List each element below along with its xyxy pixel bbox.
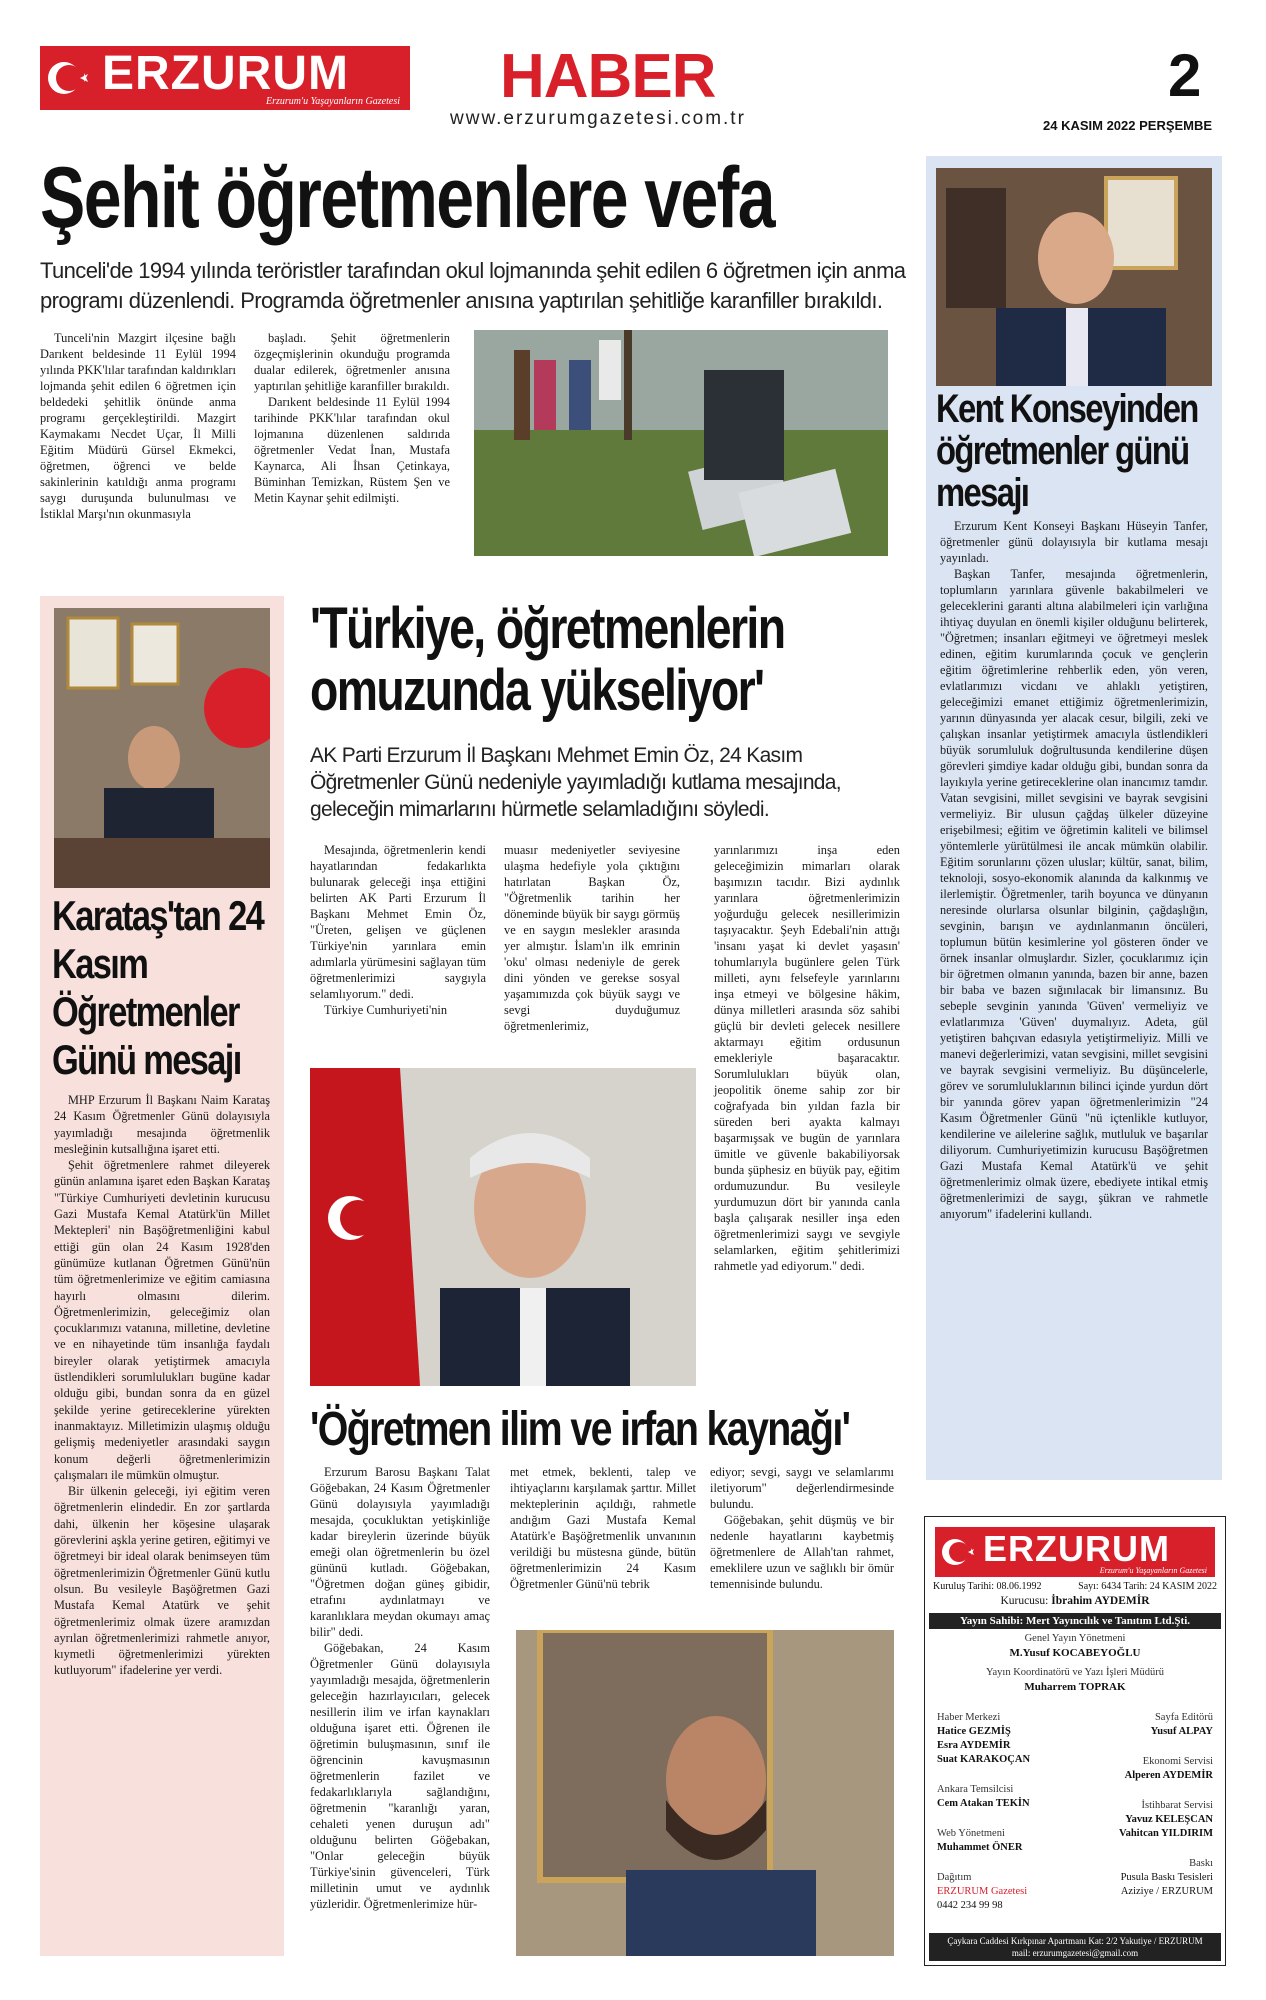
gogebakan-col3 [710,1464,894,1592]
imprint-coord-label: Yayın Koordinatörü ve Yazı İşleri Müdürü [985,1667,1164,1678]
imprint-coord: Muharrem TOPRAK [1024,1681,1126,1693]
imprint-flag-icon [939,1533,979,1571]
gogebakan-col1-para2: Göğebakan, 24 Kasım Öğretmenler Günü dolayısıyla yayımladığı mesajda, öğretmenlerin geleceğin hazırlayıcıları, gelecek nesillerin ilim ve irfan kaynakları olduğuna işaret etti. Öğrenen ile öğretimin buluşmasının, sınıf ile öğrencinin kavuşmasının öğretmenlerin fazilet ve fedakarlıklarıyla sağlandığını, öğretmenin "karanlığı yaran, cehaleti yenen duruşun adı" olduğunu belirten Göğebakan, "Onlar geleceğin büyük Türkiye'sinin güvenceleri, Türk milletinin umut ve aydınlık yüzleridir. Öğretmenlerimize hür- [310,1641,490,1911]
imprint-box [924,1516,1226,1966]
karatas-para-2: Şehit öğretmenlere rahmet dileyerek günün anlamına işaret eden Başkan Karataş "Türkiye Cumhuriyeti devletinin kurucusu Gazi Mustafa Kemal Atatürk'ün Millet Mektepleri' nin Başöğretmenliğini kabul ettiği gün olan 24 Kasım 1928'den günümüze kutlanan Öğretmen Günü'nün tüm öğretmenlerimize ve eğitim camiasına hayırlı olmasını dilerim. Öğretmenlerimizin, geleceğimiz olan çocuklarımızı vatanına, milletine, devletine ve en nihayetinde tüm insanlığa faydalı bireyler olarak yetiştirmek amacıyla üstlendikleri sorumlulukları bugüne kadar olduğu gibi, bundan sonra da en güzel şekilde yerine getireceklerine yürekten inanmaktayız. Milletimizin ulaşmış olduğu gelişmiş medeniyetler arasındaki saygın konum değerli öğretmenlerimizin çalışmaları ile mümkün olmuştur. [54,1158,270,1482]
story1-col2-para1: başladı. Şehit öğretmenlerin özgeçmişlerinin okunduğu programda dualar edilerek, öğretmenler anısına yaptırılan şehitliğe karanfiller bırakıldı. [254,331,450,393]
karatas-headline: Karataş'tan 24 Kasım Öğretmenler Günü mesajı [52,892,264,1083]
gogebakan-col2 [510,1464,696,1592]
gogebakan-col1-para1: Erzurum Barosu Başkanı Talat Göğebakan, 24 Kasım Öğretmenler Günü dolayısıyla yayımladığı mesajda, çocukluktan yetişkinliğe kadar bireylerin üzerinde büyük emeği olan öğretmenlerin bu özel gününü kutladı. Göğebakan, "Öğretmen doğan güneş gibidir, etrafını aydınlatmayı ve karanlıklara meydan okumayı amaç bilir" dedi. [310,1465,490,1639]
imprint-right-column [1075,1711,1213,1899]
tanfer-photo [936,168,1212,386]
imprint-logo-word: ERZURUM [983,1528,1170,1569]
story1-col1-text: Tunceli'nin Mazgirt ilçesine bağlı Darıkent beldesinde 11 Eylül 1994 yılında PKK'lılar tarafından kaldırıkları lojmanda şehit edilen 6 öğretmen için beldedeki şehitlik önünde anma programı gerçekleştirildi. Mazgirt Kaymakamı Necdet Uçar, İl Milli Eğitim Müdürü Gürsel Ekmekci, öğretmen, öğrenci ve belde sakinlerinin katıldığı anma programı saygı duruşunda bulunulması ve İstiklal Marşı'nın okunmasıyla [40,331,236,521]
imprint-founded: Kuruluş Tarihi: 08.06.1992 [933,1581,1042,1592]
imprint-left-name: Hatice GEZMİŞ [937,1726,1011,1737]
imprint-right-name: Alperen AYDEMİR [1124,1770,1213,1781]
oz-photo [310,1068,696,1386]
page-number: 2 [1168,42,1202,109]
kent-para-1: Erzurum Kent Konseyi Başkanı Hüseyin Tanfer, öğretmenler günü dolayısıyla bir kutlama mesajı yayınladı. [940,519,1208,565]
imprint-founder-label: Kurucusu: [1000,1595,1049,1607]
kent-para-2: Başkan Tanfer, mesajında öğretmenlerin, toplumların yarınlara güvenle bakabilmeleri ve geleceklerini garanti altına alabilmeleri için varlığına ihtiyaç duyulan en önemli kişiler olduğunu belirterek, "Öğretmen; insanları eğitmeyi ve öğretmeyi meslek edinen, eğitim kurumlarında çocuk ve gençlerin eğitim öğretimlerine rehberlik eden, yön veren, evlatlarımızı vicdanı ve ahlaklı yetiştiren, geleceğimizi emanet ettiğimiz öğretmenlerimizin, yarının dünyasında yer alacak cesur, bilgili, zeki ve çalışkan insanlar yetiştirmek amacıyla üstlendikleri büyük sorumluluk doğrultusunda kendilerine düşen görevleri şimdiye kadar olduğu gibi, bundan sonra da layıkıyla yerine getireceklerine olan inancımız tamdır. Vatan sevgisini, millet sevgisini ve bayrak sevgisini vermeliyiz. Bir ulusun çağdaş ülkeler düzeyine erişebilmesi; eğitim ve öğretimin kaliteli ve bilimsel yöntemlerle yürütülmesi ile ancak mümkün olabilir. Eğitim sorunlarını çözen uluslar; kültür, sanat, bilim, teknoloji, sosyo-ekonomik alanında da kalkınmış ve ilerlemiştir. Öğretmenler, tarih boyunca ve dünyanın neresinde olurlarsa olsunlar bilginin, çağdaşlığın, sevginin, barışın ve aydınlanmanın öncüleri, toplumun bütün kesimlerine yol gösteren önder ve örnek insanlar olmuşlardır. Sizler, çocuklarımız için bir öğretmen olmanın yanında, bazen bir anne, bazen bir baba ve bazen sığınılacak bir limansınız. Bu sebeple sevginin yanında 'Güven' vermeliyiz ve evlatlarımıza 'Güven' duymalıyız. Adeta, gül yetiştiren bahçıvan edasıyla yetiştirmeliyiz. Milli ve manevi değerlerimizi, vatan sevgisini, millet sevgisini ve bayrak sevgisini vermeliyiz. Bu düşüncelerle, görev ve sorumluluklarının bilinci içinde yurdun dört bir yanında görev yapan öğretmenlerimizin "24 Kasım Öğretmenler Günü "nü içtenlikle kutluyor, kendilerine ve ailelerine sağlık, mutluluk ve başarılar diliyorum. Cumhuriyetimizin kurucusu Başöğretmen Gazi Mustafa Kemal Atatürk'ü ve şehit öğretmenlerimiz olmak üzere, ebediyete intikal etmiş öğretmenlerimizi de saygı, şükran ve rahmetle anıyorum" ifadelerini kullandı. [940,567,1208,1221]
oz-col3 [714,842,900,1274]
karatas-para-1: MHP Erzurum İl Başkanı Naim Karataş 24 Kasım Öğretmenler Günü dolayısıyla yayımladığı mesajında öğretmenlik mesleğinin kutsallığına işaret etti. [54,1093,270,1156]
kent-headline: Kent Konseyinden öğretmenler günü mesajı [936,387,1198,515]
karatas-body [54,1092,270,1679]
imprint-right-label: Sayfa Editörü [1154,1712,1213,1723]
imprint-left-name: ERZURUM Gazetesi [937,1886,1028,1897]
imprint-address: Çaykara Caddesi Kırkpınar Apartmanı Kat: 2/2 Yakutiye / ERZURUM [947,1936,1203,1946]
imprint-logo-tagline: Erzurum'u Yaşayanların Gazetesi [1099,1566,1207,1575]
website-link[interactable]: www.erzurumgazetesi.com.tr [450,108,746,129]
masthead-logo-word: ERZURUM [102,47,349,100]
imprint-gm: M.Yusuf KOCABEYOĞLU [1009,1647,1141,1659]
story1-col1 [40,330,236,522]
gogebakan-col2-text: met etmek, beklenti, talep ve ihtiyaçlarını karşılamak şarttır. Millet mekteplerinin açıldığı, rahmetle andığım Gazi Mustafa Kemal Atatürk'e Başöğretmenlik unvanının verildiği bu müstesna günde, bütün öğretmenlerimizin 24 Kasım Öğretmenler Günü'nü tebrik [510,1465,696,1591]
gogebakan-col3-para2: Göğebakan, şehit düşmüş ve bir nedenle hayatlarını kaybetmiş öğretmenlere de Allah'tan rahmet, emeklilere uzun ve sağlıklı bir ömür temennisinde bulundu. [710,1513,894,1591]
oz-col1 [310,842,486,1018]
gogebakan-photo [516,1630,894,1956]
imprint-footer [929,1933,1221,1961]
imprint-right-name: Vahitcan YILDIRIM [1118,1828,1213,1839]
imprint-logo [935,1527,1215,1577]
imprint-left-label: Haber Merkezi [937,1712,1001,1723]
story1-headline: Şehit öğretmenlere vefa [40,150,774,246]
story1-col2 [254,330,450,506]
imprint-gm-label: Genel Yayın Yönetmeni [1024,1633,1126,1644]
imprint-founder: İbrahim AYDEMİR [1051,1595,1150,1607]
story-kent-konseyi [926,156,1222,1480]
imprint-left-column [937,1711,1077,1913]
oz-col2-text: muasır medeniyetler seviyesine ulaşma hedefiyle yola çıktığını hatırlatan Başkan Öz, "Öğretmenlik tarihin her döneminde büyük bir saygı görmüş ve en saygın meslekler arasında yer almıştır. İslam'ın ilk emrinin 'oku' olması nedeniyle de gerek dini yönden ve gerekse sosyal yaşamımızda çok büyük saygı ve sevgi duyduğumuz öğretmenlerimiz, [504,843,680,1033]
imprint-right-name: Yusuf ALPAY [1150,1726,1213,1737]
imprint-right-name: Yavuz KELEŞCAN [1125,1814,1213,1825]
oz-deck: AK Parti Erzurum İl Başkanı Mehmet Emin Öz, 24 Kasım Öğretmenler Günü nedeniyle yayımladığı kutlama mesajında, geleceğin mimarlarını hürmetle selamladığını söyledi. [310,744,841,821]
karatas-photo [54,608,270,888]
masthead-logo [40,46,410,110]
imprint-right-name: Pusula Baskı Tesisleri [1120,1872,1213,1883]
imprint-right-label: İstihbarat Servisi [1141,1800,1213,1811]
oz-col1-para1: Mesajında, öğretmenlerin kendi hayatlarından fedakarlıkta bulunarak geleceği inşa ettiğini belirten AK Parti Erzurum İl Başkanı Mehmet Emin Öz, "Üreten, gelişen ve güçlenen Türkiye'nin yarınlara emin adımlarla yürümesini sağlayan tüm öğretmenlerimizi saygıyla selamlıyorum." dedi. [310,843,486,1001]
gogebakan-col1 [310,1464,490,1912]
imprint-left-label: Web Yönetmeni [937,1828,1005,1839]
imprint-left-name: 0442 234 99 98 [937,1900,1003,1911]
section-title: HABER [500,42,716,111]
kent-body [940,518,1208,1222]
gogebakan-headline: 'Öğretmen ilim ve irfan kaynağı' [310,1403,850,1456]
imprint-left-label: Ankara Temsilcisi [937,1784,1014,1795]
imprint-right-name: Aziziye / ERZURUM [1120,1886,1213,1897]
story1-deck: Tunceli'de 1994 yılında teröristler tarafından okul lojmanında şehit edilen 6 öğretmen için anma programı düzenlendi. Programda öğretmenler anısına yaptırılan şehitliğe karanfiller bırakıldı. [40,258,906,313]
story1-photo [474,330,888,556]
imprint-left-name: Esra AYDEMİR [937,1740,1011,1751]
story-karatas [40,596,284,1956]
imprint-left-label: Dağıtım [937,1872,972,1883]
issue-date: 24 KASIM 2022 PERŞEMBE [1043,118,1213,133]
gogebakan-col3-para1: ediyor; sevgi, saygı ve selamlarımı iletiyorum" değerlendirmesinde bulundu. [710,1465,894,1511]
imprint-issue: Sayı: 6434 Tarih: 24 KASIM 2022 [1078,1581,1217,1592]
oz-col1-para2: Türkiye Cumhuriyeti'nin [324,1003,448,1017]
oz-headline: 'Türkiye, öğretmenlerin omuzunda yükseliyor' [310,596,785,723]
imprint-owner: Yayın Sahibi: Mert Yayıncılık ve Tanıtım Ltd.Şti. [929,1613,1221,1629]
imprint-right-label: Ekonomi Servisi [1142,1756,1213,1767]
oz-col3-text: yarınlarımızı inşa eden geleceğimizin mimarları olarak başımızın tacıdır. Bizi aydınlık yarınlara öğretmenlerimizin yoğurduğu gelecek nesillerimizin taşıyacaktır. Şeyh Edebali'nin attığı 'insanı yaşat ki devlet yaşasın' tohumlarıyla bugünlere gelen Türk milleti, aynı felsefeyle yarınlarını inşa etmeyi ve bölgesine hâkim, dünya milletleri arasında söz sahibi güçlü bir devleti gelecek nesillere aktarmayı eğitim ordusunun emekleriyle başaracaktır. Sorumlulukları büyük olan, jeopolitik öneme sahip zor bir coğrafyada bin yıldan fazla bir süreden beri ayakta kalmayı başarmışsak ve bugün de yarınlara ümitle ve güvenle bakabiliyorsak bunda şüphesiz en büyük pay, eğitim ordumuzundur. Bu vesileyle yurdumuzun dört bir yanında canla başla çalışarak nesiller inşa eden öğretmenlerimizi saygı ve sevgiyle selamlarken, eğitim şehitlerimizi rahmetle yad ediyorum." dedi. [714,843,900,1273]
imprint-right-label: Baskı [1189,1858,1213,1869]
oz-col2 [504,842,680,1034]
imprint-left-name: Muhammet ÖNER [937,1842,1023,1853]
imprint-email[interactable]: mail: erzurumgazetesi@gmail.com [1011,1948,1139,1958]
imprint-left-name: Suat KARAKOÇAN [937,1754,1031,1765]
story1-col2-para2: Darıkent beldesinde 11 Eylül 1994 tarihinde PKK'lılar tarafından okul lojmanına düzenlenen saldırıda öğretmenler Vedat İnan, Mustafa Kaynarca, Ali İhsan Çetinkaya, Büminhan Temizkan, Rüstem Şen ve Metin Kaynar şehit edilmişti. [254,395,450,505]
imprint-left-name: Cem Atakan TEKİN [937,1798,1030,1809]
flag-crescent-icon [44,56,94,100]
masthead-logo-tagline: Erzurum'u Yaşayanların Gazetesi [265,96,400,107]
karatas-para-3: Bir ülkenin geleceği, iyi eğitim veren öğretmenlerin elindedir. En zor şartlarda dahi, ülkenin her köşesine ulaşarak görevlerini aşkla yerine getiren, eğitimyi ve öğretmeyi bir ideal olarak benimseyen tüm öğretmenlerimizin Öğretmenler Günü kutlu olsun. Bu vesileyle Başöğretmen Gazi Mustafa Kemal Atatürk ve şehit öğretmenlerimiz olmak üzere aramızdan ayrılan öğretmenlerimizi rahmetle anıyor, kıymetli öğretmenlerimizi yürekten kutluyorum" ifadelerine yer verdi. [54,1484,270,1678]
